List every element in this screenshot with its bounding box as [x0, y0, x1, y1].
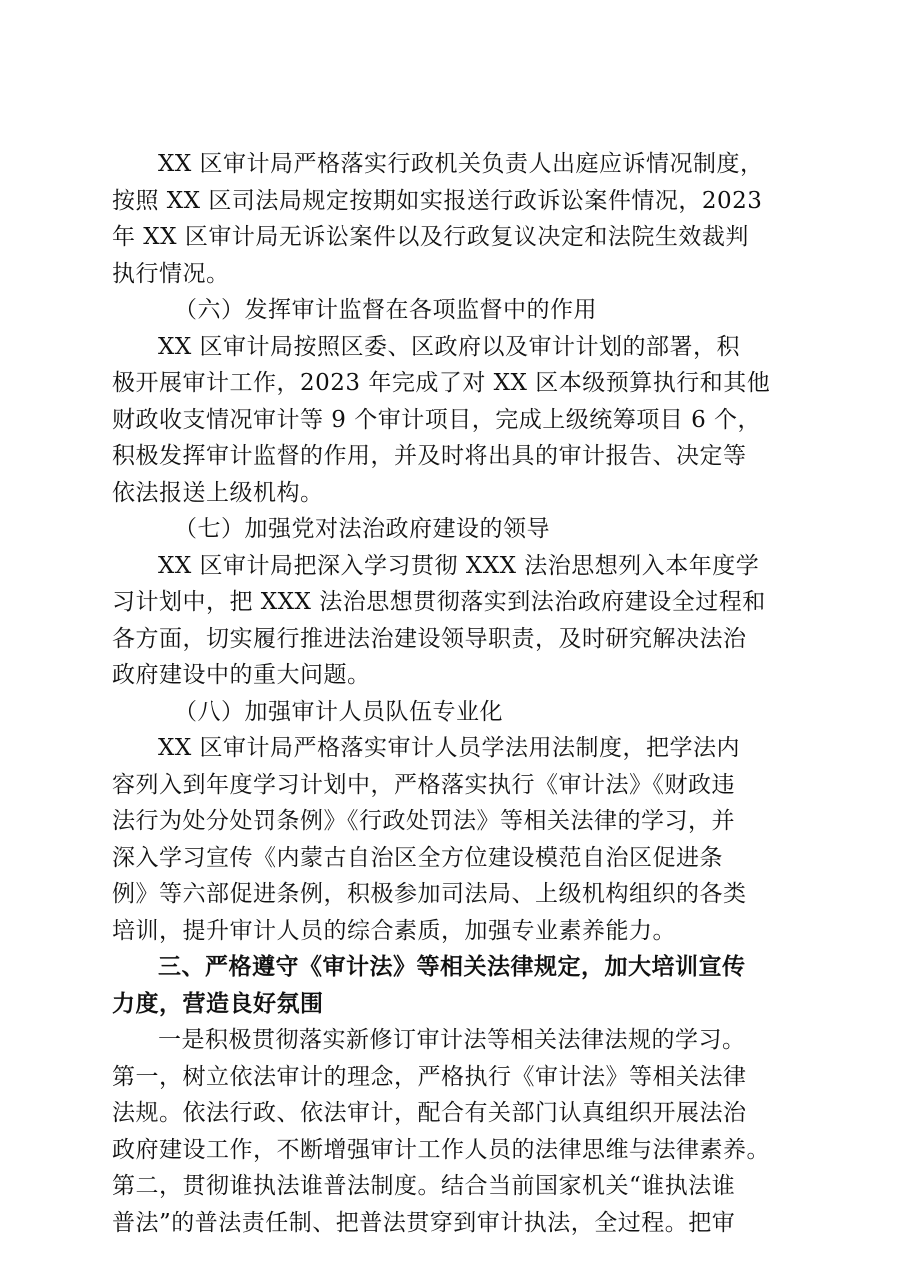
text-line: 习计划中，把 XXX 法治思想贯彻落实到法治政府建设全过程和: [112, 589, 766, 615]
text-line: 普法”的普法责任制、把普法贯穿到审计执法，全过程。把审: [112, 1209, 736, 1236]
text-line: XX 区审计局按照区委、区政府以及审计计划的部署，积: [158, 333, 741, 360]
text-line: 年 XX 区审计局无诉讼案件以及行政复议决定和法院生效裁判: [112, 224, 749, 250]
paragraph-audit-supervision: [112, 329, 812, 512]
text-line: 极开展审计工作，2023 年完成了对 XX 区本级预算执行和其他: [112, 370, 771, 396]
text-line: 容列入到年度学习计划中，严格落实执行《审计法》《财政违: [112, 771, 735, 798]
text-line: 依法报送上级机构。: [112, 479, 324, 506]
text-line: 各方面，切实履行推进法治建设领导职责，及时研究解决法治: [112, 625, 747, 652]
text-line: 按照 XX 区司法局规定按期如实报送行政诉讼案件情况，2023: [112, 187, 763, 214]
paragraph-party-leadership: [112, 548, 812, 694]
heading-line: 力度，营造良好氛围: [112, 990, 324, 1017]
document-body: [112, 146, 812, 1241]
text-line: 例》等六部促进条例，积极参加司法局、上级机构组织的各类: [112, 881, 747, 907]
section-heading-3: [112, 949, 812, 1022]
paragraph-audit-law-study: [112, 1022, 812, 1241]
text-line: 政府建设工作，不断增强审计工作人员的法律思维与法律素养。: [112, 1136, 770, 1163]
heading-line: 三、严格遵守《审计法》等相关法律规定，加大培训宣传: [158, 954, 746, 980]
text-line: 一是积极贯彻落实新修订审计法等相关法律法规的学习。: [158, 1027, 746, 1053]
text-line: 法规。依法行政、依法审计，配合有关部门认真组织开展法治: [112, 1100, 747, 1126]
text-line: XX 区审计局严格落实行政机关负责人出庭应诉情况制度，: [158, 151, 764, 177]
text-line: 执行情况。: [112, 260, 230, 287]
paragraph-litigation: [112, 146, 812, 292]
text-line: 第二，贯彻谁执法谁普法制度。结合当前国家机关“谁执法谁: [112, 1173, 736, 1199]
text-line: 第一，树立依法审计的理念，严格执行《审计法》等相关法律: [112, 1063, 747, 1090]
section-heading-7: （七）加强党对法治政府建设的领导: [174, 516, 550, 542]
text-line: 培训，提升审计人员的综合素质，加强专业素养能力。: [112, 917, 676, 944]
paragraph-professionalization: [112, 730, 812, 949]
text-line: 积极发挥审计监督的作用，并及时将出具的审计报告、决定等: [112, 443, 747, 469]
text-line: XX 区审计局严格落实审计人员学法用法制度，把学法内: [158, 735, 741, 761]
text-line: 政府建设中的重大问题。: [112, 662, 371, 688]
text-line: 财政收支情况审计等 9 个审计项目，完成上级统筹项目 6 个，: [112, 406, 762, 433]
text-line: 法行为处分处罚条例》《行政处罚法》等相关法律的学习，并: [112, 808, 735, 834]
text-line: 深入学习宣传《内蒙古自治区全方位建设模范自治区促进条: [112, 844, 723, 871]
text-line: XX 区审计局把深入学习贯彻 XXX 法治思想列入本年度学: [158, 552, 760, 579]
section-heading-8: （八）加强审计人员队伍专业化: [174, 698, 503, 725]
section-heading-6: （六）发挥审计监督在各项监督中的作用: [174, 297, 597, 323]
